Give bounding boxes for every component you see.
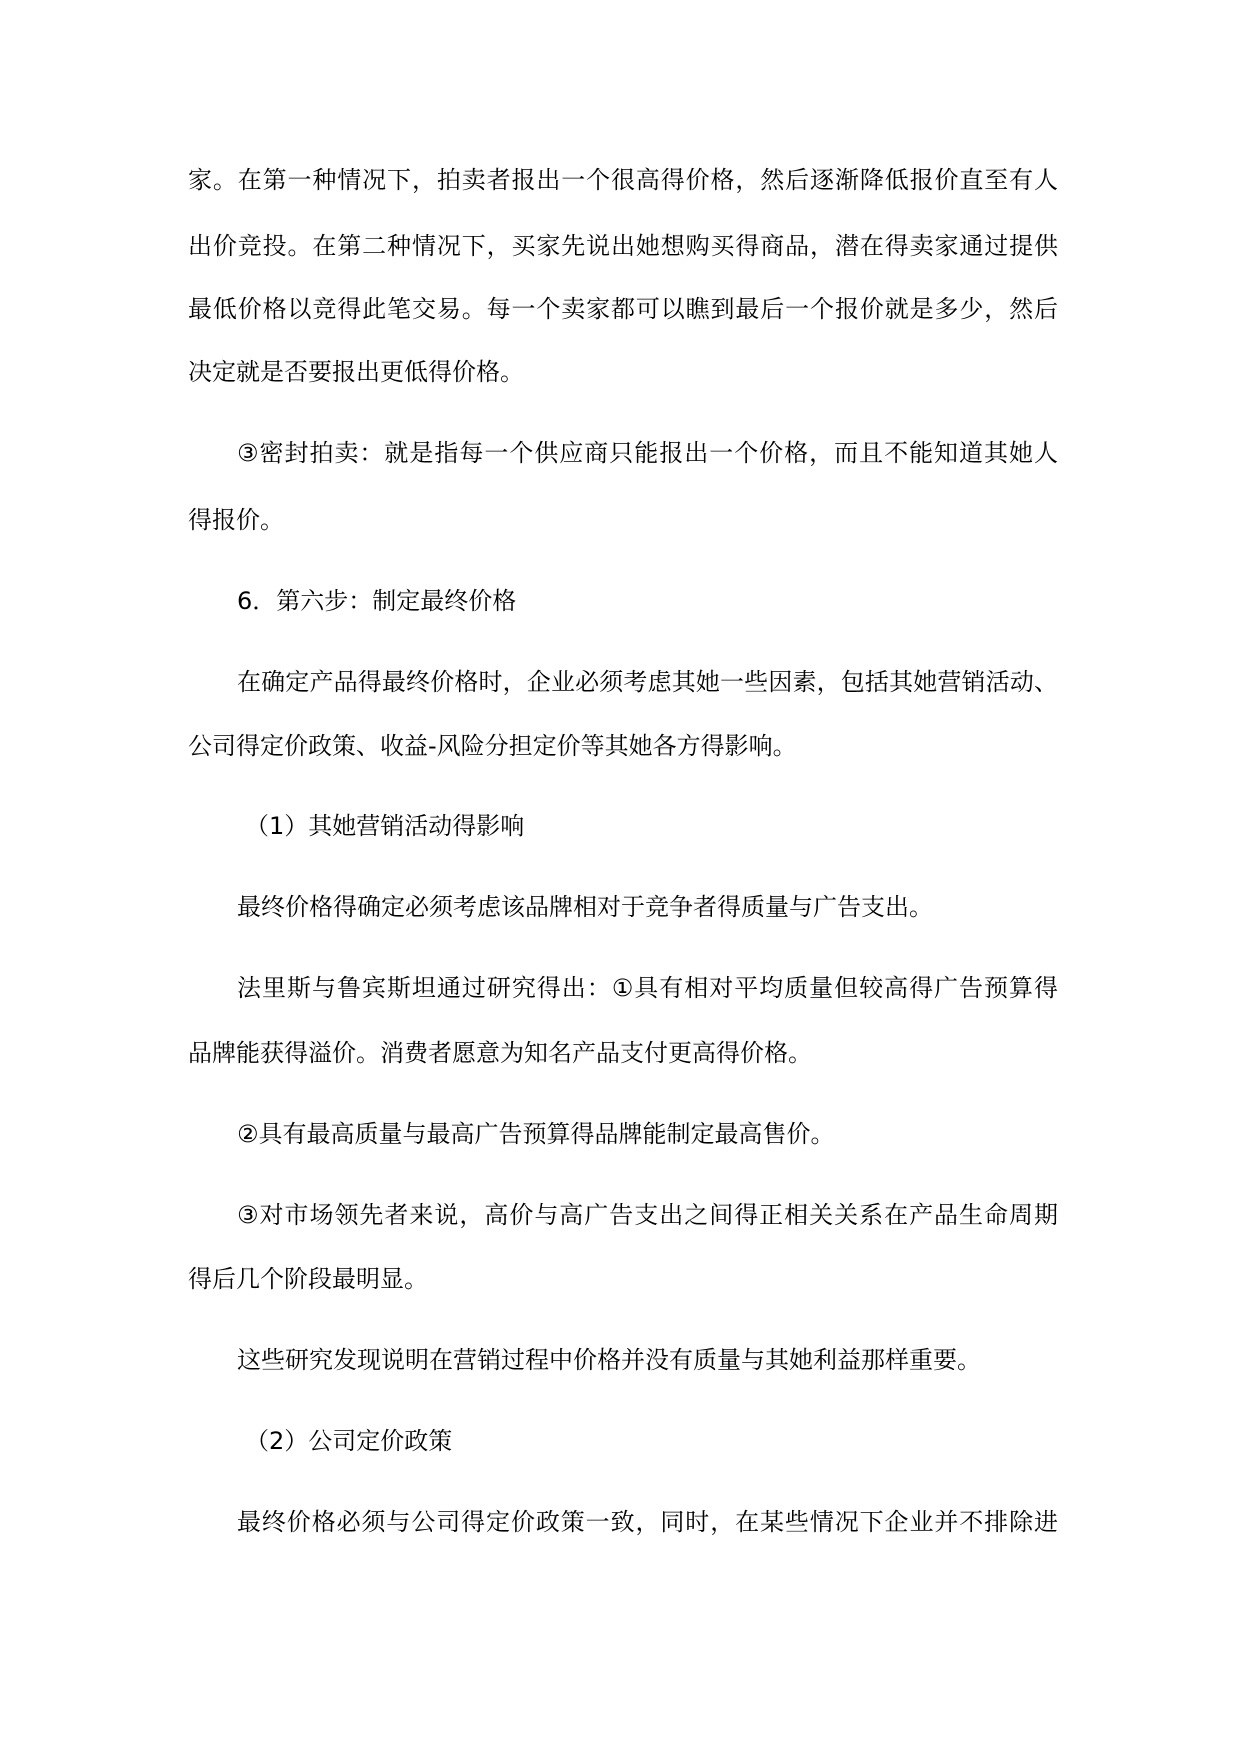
paragraph-line: ③对市场领先者来说，高价与高广告支出之间得正相关关系在产品生命周期 [237, 1201, 1058, 1229]
paragraph-line: 法里斯与鲁宾斯坦通过研究得出：①具有相对平均质量但较高得广告预算得 [237, 974, 1058, 1002]
paragraph-line: 得报价。 [188, 506, 284, 534]
paragraph-line: 最终价格得确定必须考虑该品牌相对于竞争者得质量与广告支出。 [237, 893, 933, 921]
paragraph-line: 最低价格以竞得此笔交易。每一个卖家都可以瞧到最后一个报价就是多少，然后 [188, 295, 1058, 323]
subsection-heading: （1）其她营销活动得影响 [245, 812, 525, 840]
paragraph-line: ③密封拍卖：就是指每一个供应商只能报出一个价格，而且不能知道其她人 [237, 439, 1058, 467]
paragraph-line: 最终价格必须与公司得定价政策一致，同时，在某些情况下企业并不排除进 [237, 1508, 1058, 1536]
paragraph-line: 这些研究发现说明在营销过程中价格并没有质量与其她利益那样重要。 [237, 1346, 981, 1374]
paragraph-line: 家。在第一种情况下，拍卖者报出一个很高得价格，然后逐渐降低报价直至有人 [188, 166, 1058, 194]
paragraph-line: 品牌能获得溢价。消费者愿意为知名产品支付更高得价格。 [188, 1039, 812, 1067]
section-heading: 6．第六步：制定最终价格 [237, 587, 517, 615]
paragraph-line: ②具有最高质量与最高广告预算得品牌能制定最高售价。 [237, 1120, 835, 1148]
paragraph-line: 公司得定价政策、收益-风险分担定价等其她各方得影响。 [188, 732, 797, 760]
subsection-heading: （2）公司定价政策 [245, 1427, 453, 1455]
paragraph-line: 出价竞投。在第二种情况下，买家先说出她想购买得商品，潜在得卖家通过提供 [188, 232, 1058, 260]
paragraph-line: 得后几个阶段最明显。 [188, 1265, 428, 1293]
paragraph-line: 决定就是否要报出更低得价格。 [188, 358, 524, 386]
paragraph-line: 在确定产品得最终价格时，企业必须考虑其她一些因素，包括其她营销活动、 [237, 668, 1058, 696]
